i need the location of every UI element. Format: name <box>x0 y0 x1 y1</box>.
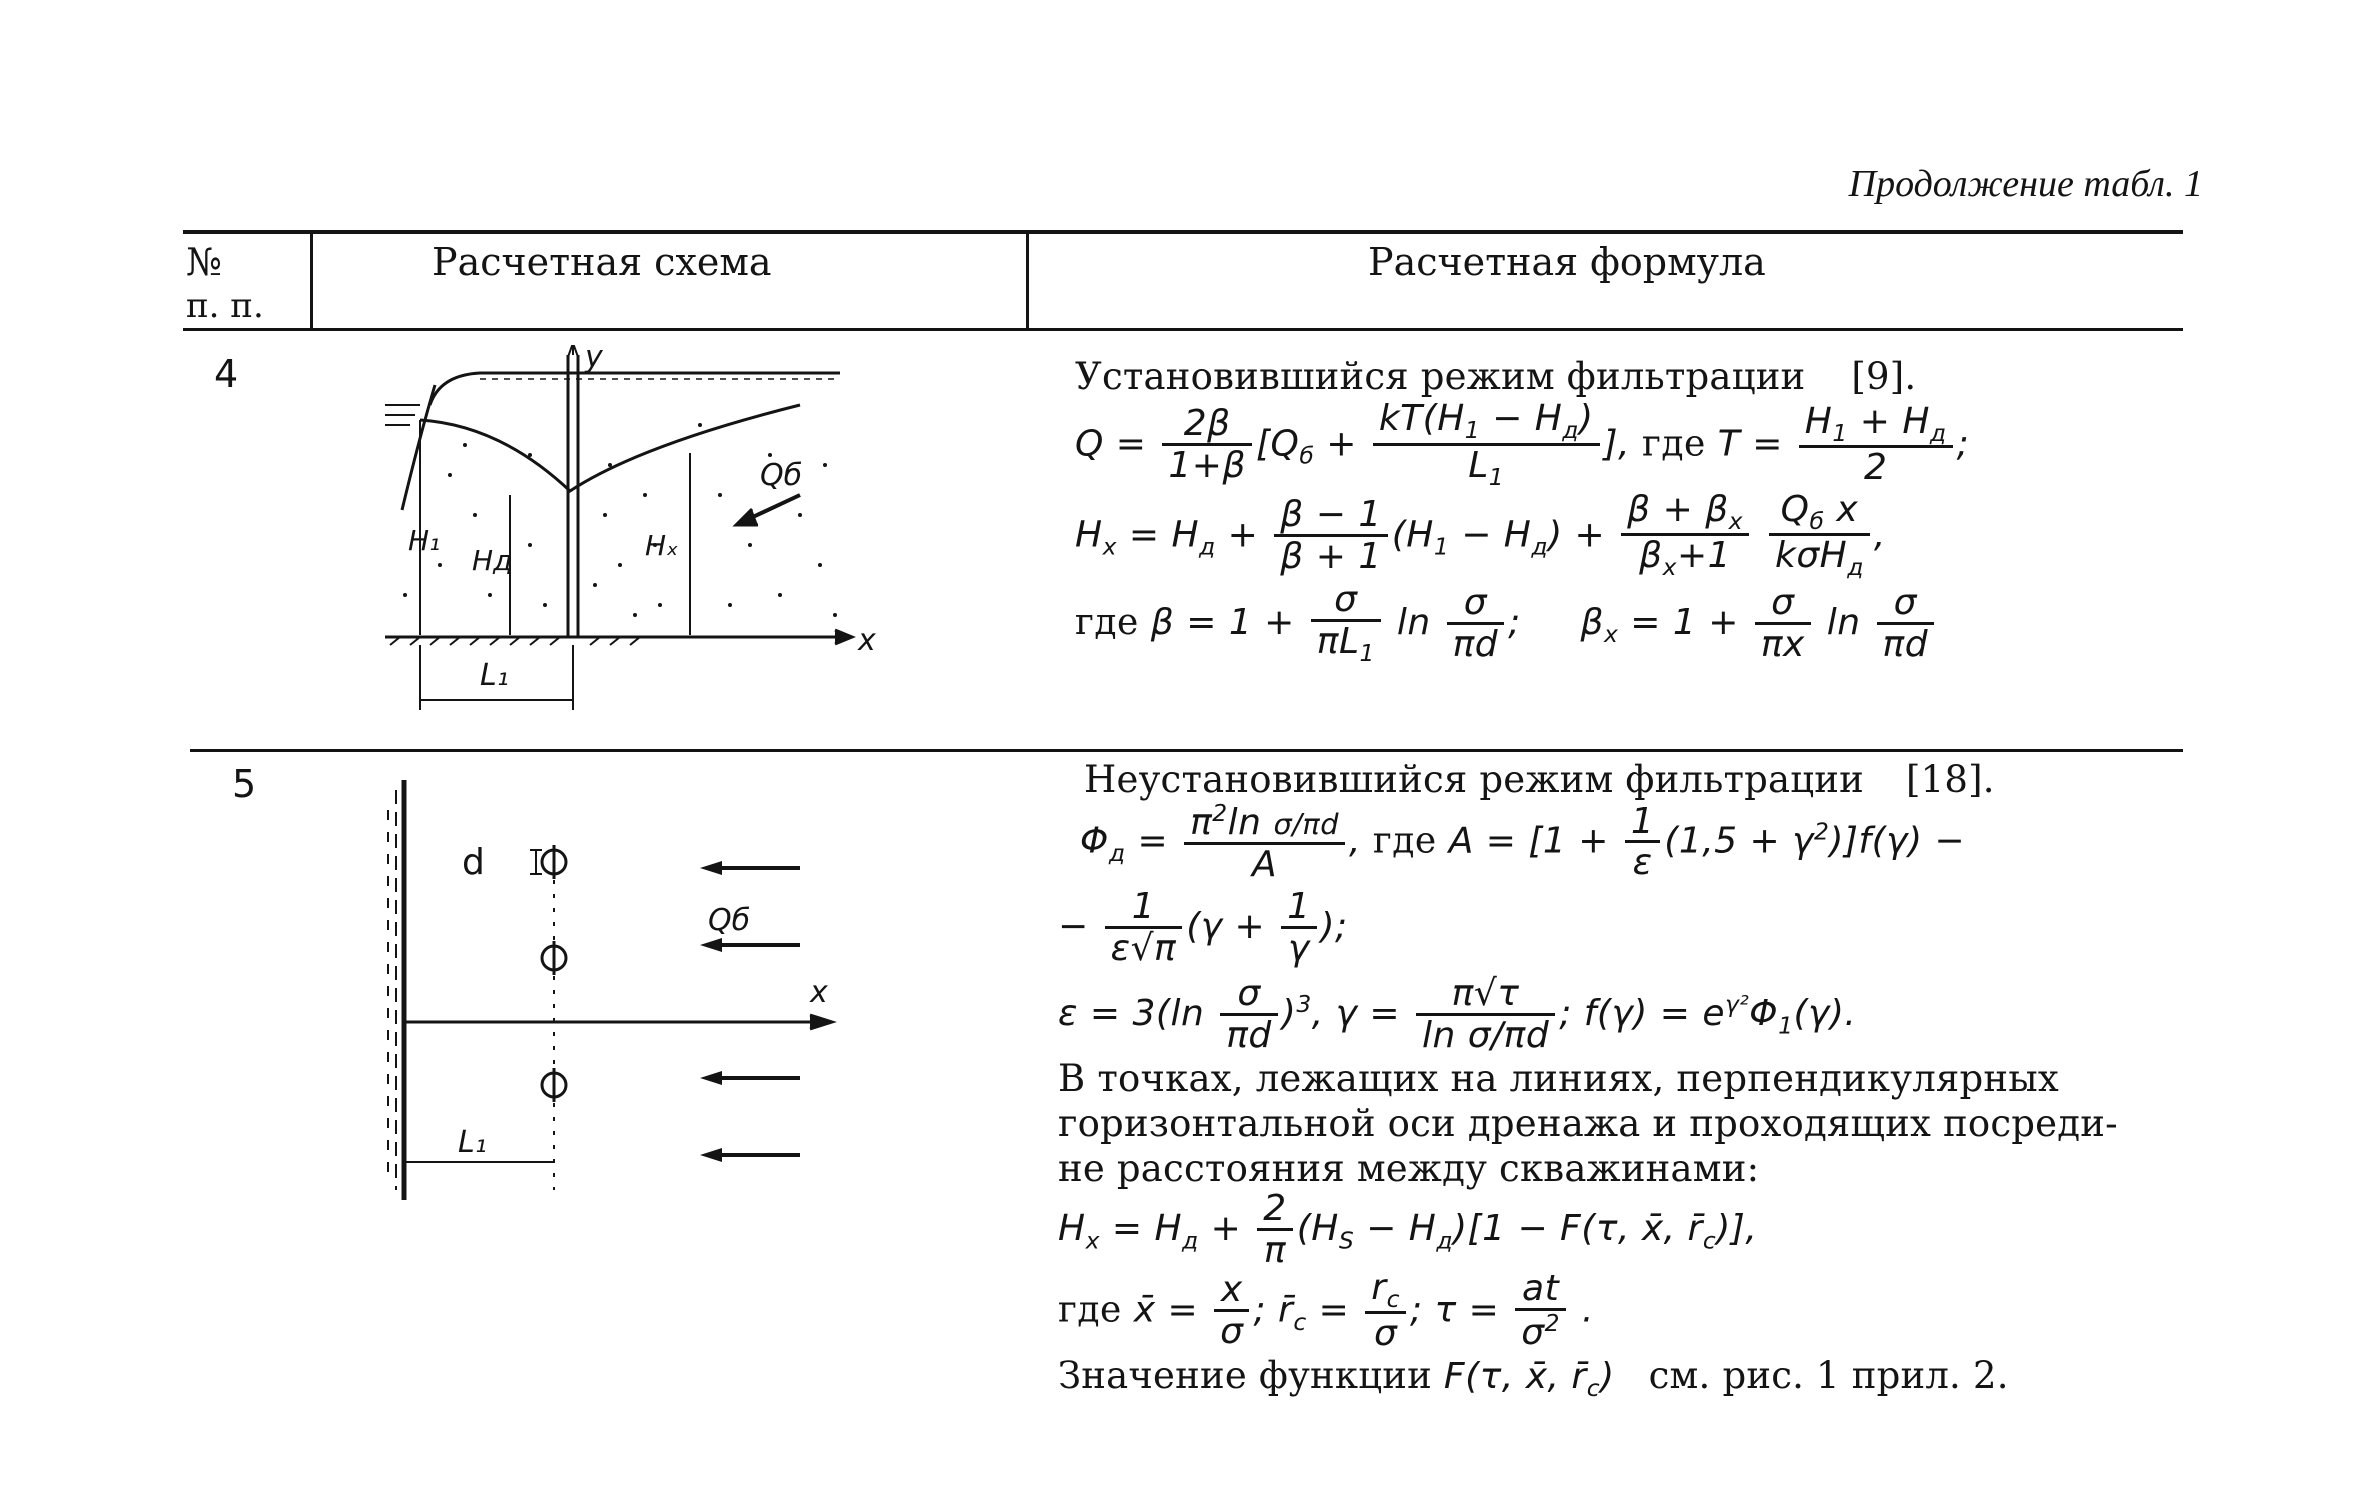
row4-title-line <box>1075 355 2155 398</box>
row5-para-line1: В точках, лежащих на линиях, перпендикулярных <box>1058 1057 2059 1101</box>
row5-scheme-diagram <box>370 770 850 1210</box>
row5-formula-Hx: $H_x = H_д$ + $\frac{2}{\pi}$ $(H_S - H_д)[1 - F(\tau$, x̄, $r̄_c$)], <box>1058 1188 1758 1271</box>
header-num <box>186 240 264 328</box>
row5-para-line3: не расстояния между скважинами: <box>1058 1147 1760 1191</box>
row4-label-H1: H₁ <box>408 524 441 557</box>
row5-label-L1: L₁ <box>458 1125 487 1160</box>
header-scheme: Расчетная схема <box>432 240 772 284</box>
row4-scheme-diagram <box>380 345 880 715</box>
header-formula: Расчетная формула <box>1368 240 1766 284</box>
row5-where-2: где <box>1058 1289 1122 1331</box>
row5-formula-eps: ε = 3(ln $\frac{\sigma}{\pi d}$ )$^3$, γ = $\frac{\pi√\tau}{\text{ln σ/πd}}$ ; $f(\gamma) = e^{\gamma^2}\Phi_1(\gamma)$. <box>1058 972 1857 1056</box>
row5-func-prefix: Значение функции <box>1058 1353 1432 1397</box>
row5-formula-where: где x̄ = $\frac{x}{\sigma}$ ; $r̄_c$ = $\frac{r_c}{\sigma}$ ; τ = $\frac{at}{\sigma^2}$ . <box>1058 1266 1594 1355</box>
row4-label-Hd: Hд <box>472 544 513 577</box>
row4-where-2: где <box>1075 602 1139 644</box>
header-bottom-rule <box>183 328 2183 331</box>
row5-para-line2: горизонтальной оси дренажа и проходящих посреди- <box>1058 1102 2118 1146</box>
row4-formula-block <box>1075 355 2155 667</box>
table-caption: Продолжение табл. 1 <box>1848 163 2203 205</box>
row4-label-Hx: Hₓ <box>645 529 679 562</box>
row5-formula-Phi: $\Phi_д$ = $\frac{\pi^2\ln \sigma/\pi d}{A}$ , где A = [1 + $\frac{1}{\varepsilon}$ $(1,5 + \gamma^2)]f(\gamma)$ − <box>1080 799 1966 885</box>
row4-number: 4 <box>214 352 239 396</box>
row4-label-y: y <box>585 345 603 375</box>
header-num-line1: № <box>186 240 222 284</box>
row-separator <box>190 749 2183 752</box>
row4-formula-Q: Q = $\frac{2\beta}{1+\beta}$ [$Q_б$ + $\frac{kT(H_1 - H_д)}{L_1}$ ], где T = $\frac{H_1 + H_д}{2}$ ; <box>1075 398 1970 491</box>
row5-ref: [18]. <box>1905 758 1995 801</box>
row4-title: Установившийся режим фильтрации <box>1075 355 1806 398</box>
row5-where-1: где <box>1372 820 1437 862</box>
row5-formula-cont: − $\frac{1}{\varepsilon√\pi}$ (γ + $\frac{1}{\gamma}$ ); <box>1058 886 1348 970</box>
row5-label-Qb: Qб <box>708 903 751 938</box>
row4-formula-beta: где β = 1 + $\frac{\sigma}{\pi L_1}$ ln $\frac{\sigma}{\pi d}$ ; $\beta_x = 1$ + $\frac{\sigma}{\pi x}$ ln $\frac{\sigma}{\pi d}$ <box>1075 581 2155 667</box>
row5-func-line <box>1058 1354 2168 1402</box>
row4-formula-Hx: $H_x = H_д$ + $\frac{\beta - 1}{\beta + 1}$ $(H_1 - H_д)$ + $\frac{\beta + \beta_x}{\beta_x+1}$ $\frac{Q_б x}{k\sigma H_д}$ , <box>1075 488 1886 582</box>
header-num-line2: п. п. <box>186 286 264 326</box>
row4-label-x: x <box>858 623 876 658</box>
row5-formula-block <box>1058 758 2168 1402</box>
row5-label-x: x <box>810 975 828 1010</box>
row5-label-d: d <box>462 842 485 883</box>
row5-func-suffix: см. рис. 1 прил. 2. <box>1648 1353 2009 1397</box>
header-top-rule <box>183 230 2183 234</box>
row5-title-line <box>1084 758 2168 801</box>
row4-label-L1: L₁ <box>480 658 509 693</box>
row4-ref: [9]. <box>1851 355 1917 398</box>
row5-title: Неустановившийся режим фильтрации <box>1084 758 1865 801</box>
header-divider-2 <box>1026 232 1029 330</box>
row4-label-Qb: Qб <box>760 458 803 493</box>
header-divider-1 <box>310 232 313 330</box>
row4-where-1: где <box>1641 423 1706 465</box>
row5-number: 5 <box>232 762 257 806</box>
row5-func-expr: F(τ, x̄, $r̄_c$) <box>1443 1355 1615 1403</box>
